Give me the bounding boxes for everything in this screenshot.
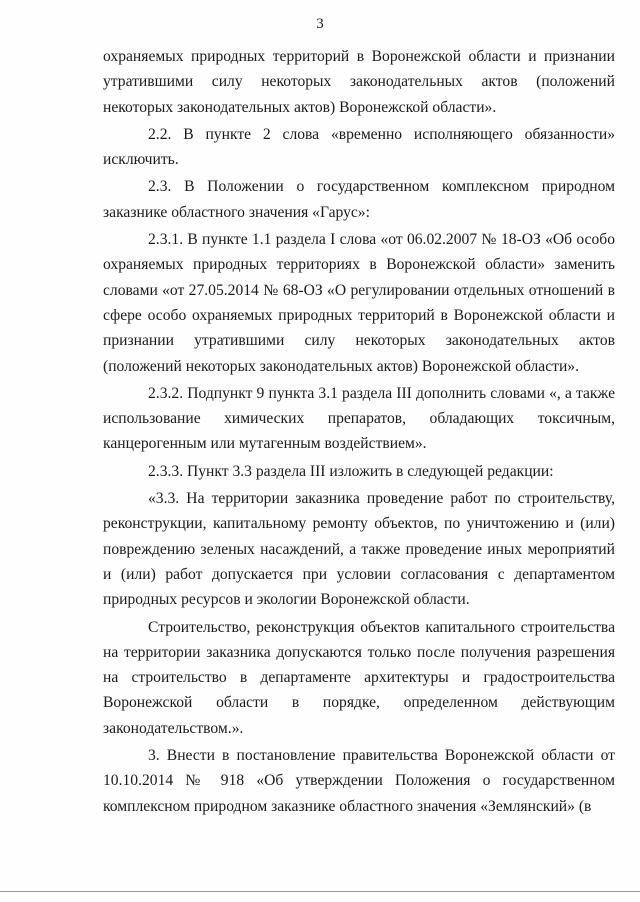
paragraph-2-3-1: 2.3.1. В пункте 1.1 раздела I слова «от 06.02.2007 № 18-ОЗ «Об особо охраняемых природных территориях в Воронежской области» заменить словами «от 27.05.2014 № 68-ОЗ «О регулировании отдельных отношений в сфере особо охраняемых природных территорий в Воронежской области и признании утратившими силу некоторых законодательных актов (положений некоторых законодательных актов) Воронежской области». [103,231,615,375]
paragraph-construction: Строительство, реконструкция объектов капитального строительства на территории заказника допускаются только после получения разрешения на строительство в департаменте архитектуры и градостроительства Воронежской области в порядке, определенном действующим законодательством.». [103,618,615,737]
paragraph-continuation: охраняемых природных территорий в Воронежской области и признании утратившими силу некоторых законодательных актов (положений некоторых законодательных актов) Воронежской области». [103,48,615,116]
page-number: 3 [316,16,324,32]
paragraph-2-3: 2.3. В Положении о государственном комплексном природном заказнике областного значения «Гарус»: [103,178,615,221]
paragraph-2-2: 2.2. В пункте 2 слова «временно исполняющего обязанности» исключить. [103,125,615,169]
page-bottom-edge [0,891,640,892]
paragraph-3: 3. Внести в постановление правительства Воронежской области от 10.10.2014 № 918 «Об утверждении Положения о государственном комплексном природном заказнике областного значения «Землянский» (в [103,747,615,815]
paragraph-3-3-quote: «3.3. На территории заказника проведение работ по строительству, реконструкции, капитальному ремонту объектов, по уничтожению и (или) повреждению зеленых насаждений, а также проведение иных мероприятий и (или) работ допускается при условии согласования с департаментом природных ресурсов и экологии Воронежской области. [103,490,615,609]
document-body [103,44,615,819]
paragraph-2-3-3: 2.3.3. Пункт 3.3 раздела III изложить в следующей редакции: [148,462,554,480]
paragraph-2-3-2: 2.3.2. Подпункт 9 пункта 3.1 раздела III дополнить словами «, а также использование химических препаратов, обладающих токсичным, канцерогенным или мутагенным воздействием». [103,384,615,453]
